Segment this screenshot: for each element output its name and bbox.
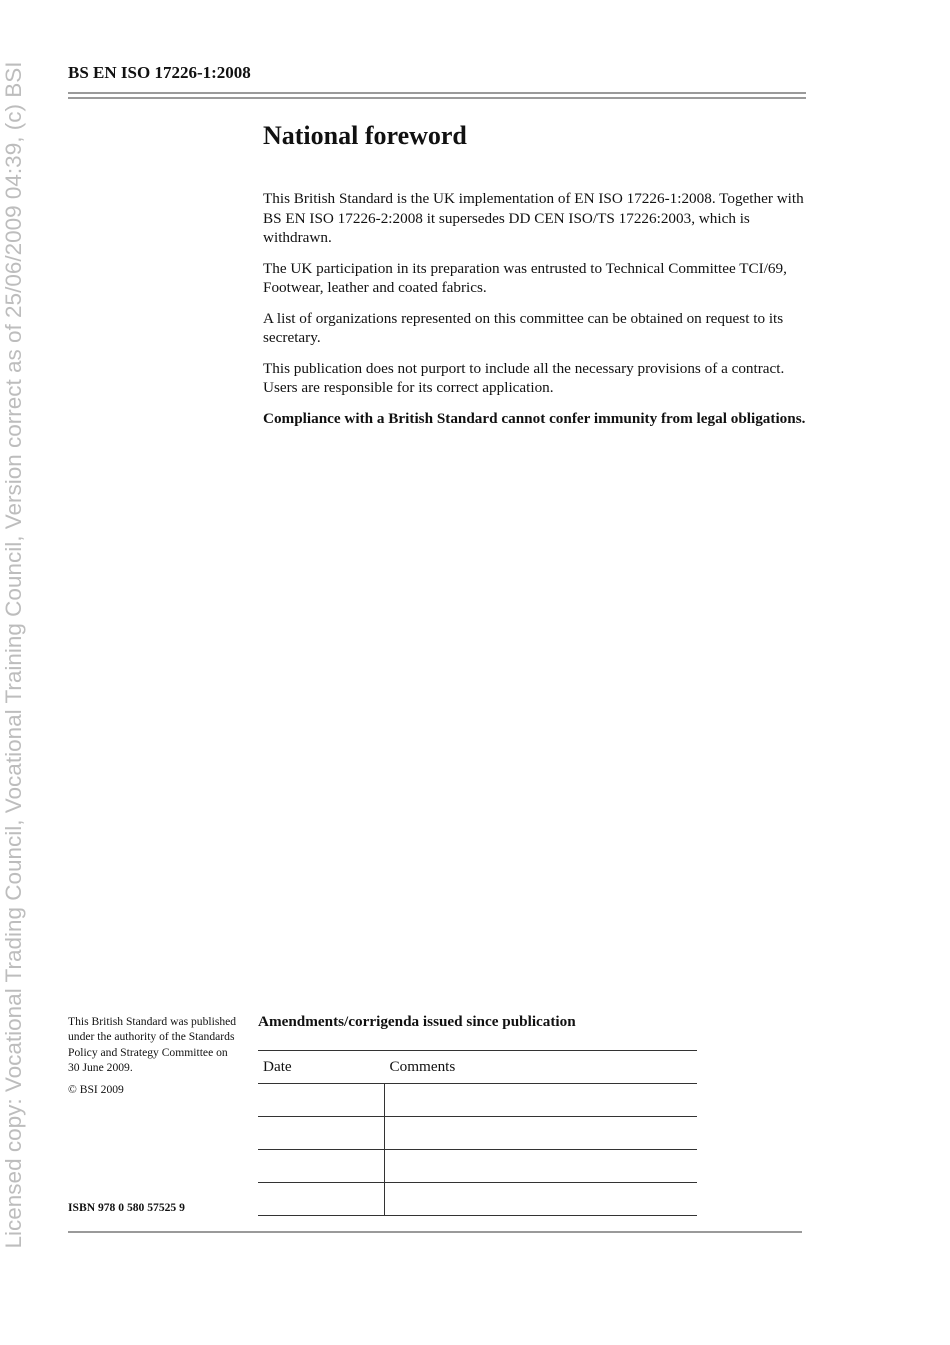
comments-cell <box>385 1117 698 1150</box>
document-code: BS EN ISO 17226-1:2008 <box>68 63 251 82</box>
license-watermark <box>0 0 64 1345</box>
column-header-date: Date <box>258 1051 385 1084</box>
paragraph-organizations: A list of organizations represented on this committee can be obtained on request to its secretary. <box>263 309 784 346</box>
paragraph-provisions: This publication does not purport to include all the necessary provisions of a contract. Users are responsible for its correct application. <box>263 359 785 396</box>
date-cell <box>258 1084 385 1117</box>
copyright-notice: © BSI 2009 <box>68 1083 124 1097</box>
date-cell <box>258 1117 385 1150</box>
paragraph-implementation: This British Standard is the UK implementation of EN ISO 17226-1:2008. Together with BS EN ISO 17226-2:2008 it supersedes DD CEN ISO/TS 17226:2003, which is withdrawn. <box>263 190 804 246</box>
footer-rule <box>68 1231 802 1233</box>
publication-authority: This British Standard was published under the authority of the Standards Policy and Strategy Committee on 30 June 2009. <box>68 1015 237 1074</box>
date-cell <box>258 1183 385 1216</box>
publication-note <box>68 1014 238 1097</box>
table-row <box>258 1183 697 1216</box>
foreword-body <box>263 189 808 439</box>
date-cell <box>258 1150 385 1183</box>
table-row <box>258 1117 697 1150</box>
page-title: National foreword <box>263 121 467 150</box>
header-rule-top <box>68 92 806 94</box>
table-row <box>258 1150 697 1183</box>
table-row <box>258 1084 697 1117</box>
amendments-heading: Amendments/corrigenda issued since publication <box>258 1013 576 1030</box>
isbn: ISBN 978 0 580 57525 9 <box>68 1201 185 1214</box>
paragraph-participation: The UK participation in its preparation was entrusted to Technical Committee TCI/69, Footwear, leather and coated fabrics. <box>263 259 787 296</box>
amendments-table <box>258 1050 697 1216</box>
header-rule-bottom <box>68 97 806 99</box>
comments-cell <box>385 1183 698 1216</box>
compliance-statement: Compliance with a British Standard cannot confer immunity from legal obligations. <box>263 409 806 427</box>
comments-cell <box>385 1150 698 1183</box>
table-header-row <box>258 1051 697 1084</box>
column-header-comments: Comments <box>385 1051 698 1084</box>
comments-cell <box>385 1084 698 1117</box>
watermark-text: Licensed copy: Vocational Trading Council, Vocational Training Council, Version correct as of 25/06/2009 04:39, (c) BSI <box>1 61 26 1249</box>
